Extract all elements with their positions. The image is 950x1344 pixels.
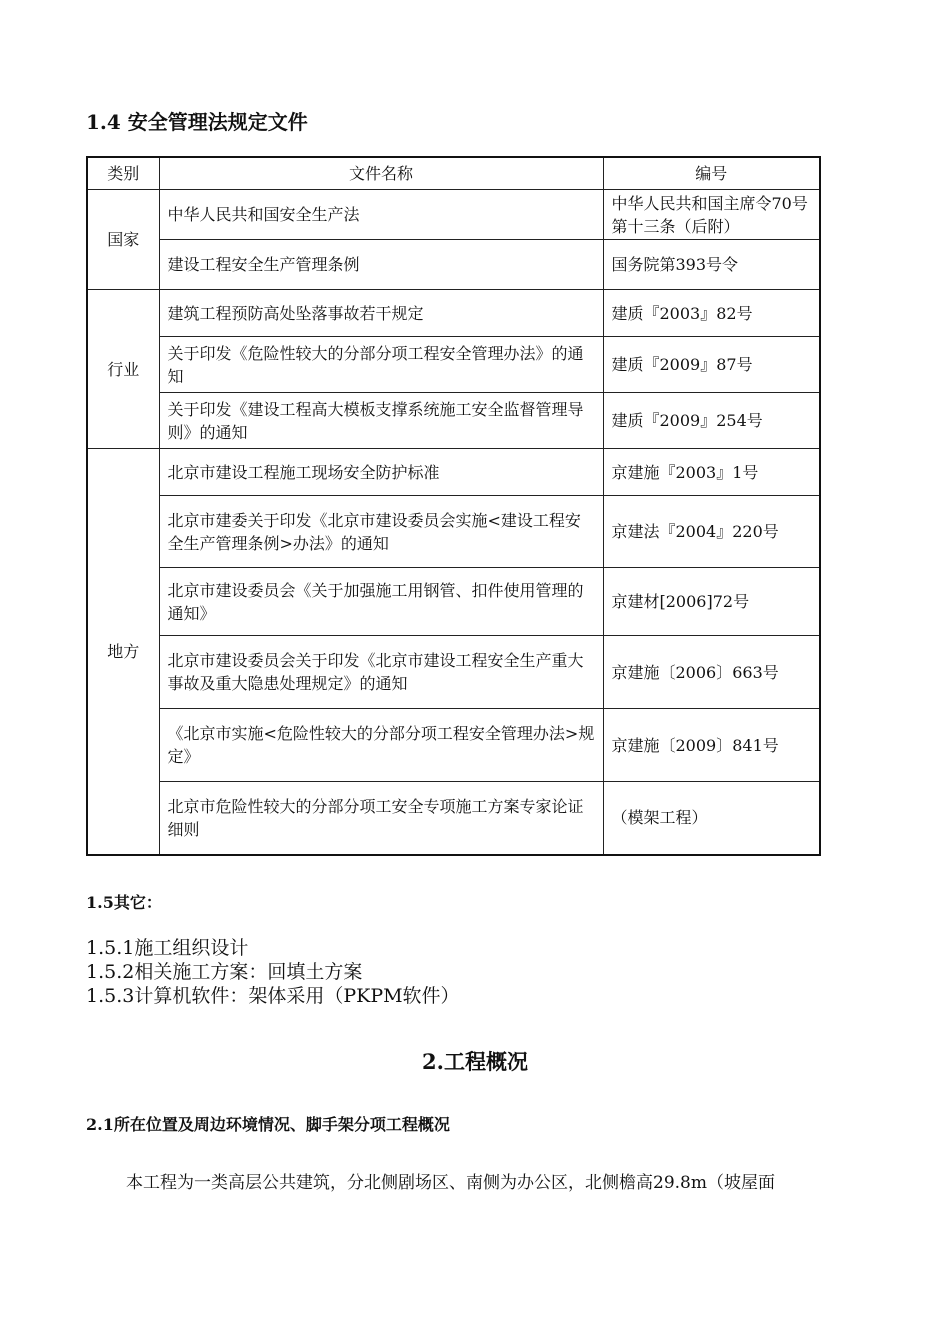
header-number: 编号	[603, 157, 820, 190]
header-category: 类别	[87, 157, 159, 190]
table-row	[87, 240, 820, 290]
document-name-cell: 北京市建设工程施工现场安全防护标准	[159, 449, 603, 496]
table-row	[87, 393, 820, 449]
category-cell: 行业	[87, 290, 159, 449]
table-row	[87, 636, 820, 709]
category-cell: 地方	[87, 449, 159, 855]
regulations-table	[86, 156, 821, 856]
list-item: 1.5.1施工组织设计	[86, 937, 249, 959]
document-number-cell: 京建施〔2009〕841号	[603, 709, 820, 782]
document-number-cell: 建质『2003』82号	[603, 290, 820, 337]
document-name-cell: 北京市建设委员会《关于加强施工用钢管、扣件使用管理的通知》	[159, 568, 603, 636]
other-items-list	[86, 936, 460, 1008]
table-header-row	[87, 157, 820, 190]
document-number-cell: 国务院第393号令	[603, 240, 820, 290]
document-name-cell: 建筑工程预防高处坠落事故若干规定	[159, 290, 603, 337]
document-name-cell: 建设工程安全生产管理条例	[159, 240, 603, 290]
table-row	[87, 568, 820, 636]
table-row	[87, 709, 820, 782]
document-number-cell: 京建材[2006]72号	[603, 568, 820, 636]
document-number-cell: 中华人民共和国主席令70号第十三条（后附）	[603, 190, 820, 240]
document-name-cell: 北京市危险性较大的分部分项工安全专项施工方案专家论证细则	[159, 782, 603, 855]
table-row	[87, 496, 820, 568]
table-row	[87, 449, 820, 496]
list-item: 1.5.3计算机软件：架体采用（PKPM软件）	[86, 985, 460, 1007]
document-number-cell: 建质『2009』87号	[603, 337, 820, 393]
document-number-cell: 京建施〔2006〕663号	[603, 636, 820, 709]
section-1-5-heading: 1.5其它：	[86, 893, 162, 912]
document-name-cell: 北京市建委关于印发《北京市建设委员会实施<建设工程安全生产管理条例>办法》的通知	[159, 496, 603, 568]
section-2-heading: 2.工程概况	[422, 1049, 528, 1074]
table-row	[87, 337, 820, 393]
table-row	[87, 290, 820, 337]
document-name-cell: 中华人民共和国安全生产法	[159, 190, 603, 240]
table-row	[87, 782, 820, 855]
body-paragraph: 本工程为一类高层公共建筑，分北侧剧场区、南侧为办公区，北侧檐高29.8m（坡屋面	[126, 1173, 775, 1193]
list-item: 1.5.2相关施工方案：回填土方案	[86, 961, 363, 983]
document-number-cell: 建质『2009』254号	[603, 393, 820, 449]
table-row	[87, 190, 820, 240]
document-number-cell: 京建施『2003』1号	[603, 449, 820, 496]
category-cell: 国家	[87, 190, 159, 290]
document-name-cell: 关于印发《建设工程高大模板支撑系统施工安全监督管理导则》的通知	[159, 393, 603, 449]
section-1-4-heading: 1.4 安全管理法规定文件	[86, 110, 308, 134]
document-number-cell: （模架工程）	[603, 782, 820, 855]
document-name-cell: 关于印发《危险性较大的分部分项工程安全管理办法》的通知	[159, 337, 603, 393]
document-number-cell: 京建法『2004』220号	[603, 496, 820, 568]
section-2-1-heading: 2.1所在位置及周边环境情况、脚手架分项工程概况	[86, 1115, 450, 1134]
document-name-cell: 《北京市实施<危险性较大的分部分项工程安全管理办法>规定》	[159, 709, 603, 782]
document-name-cell: 北京市建设委员会关于印发《北京市建设工程安全生产重大事故及重大隐患处理规定》的通知	[159, 636, 603, 709]
header-document-name: 文件名称	[159, 157, 603, 190]
